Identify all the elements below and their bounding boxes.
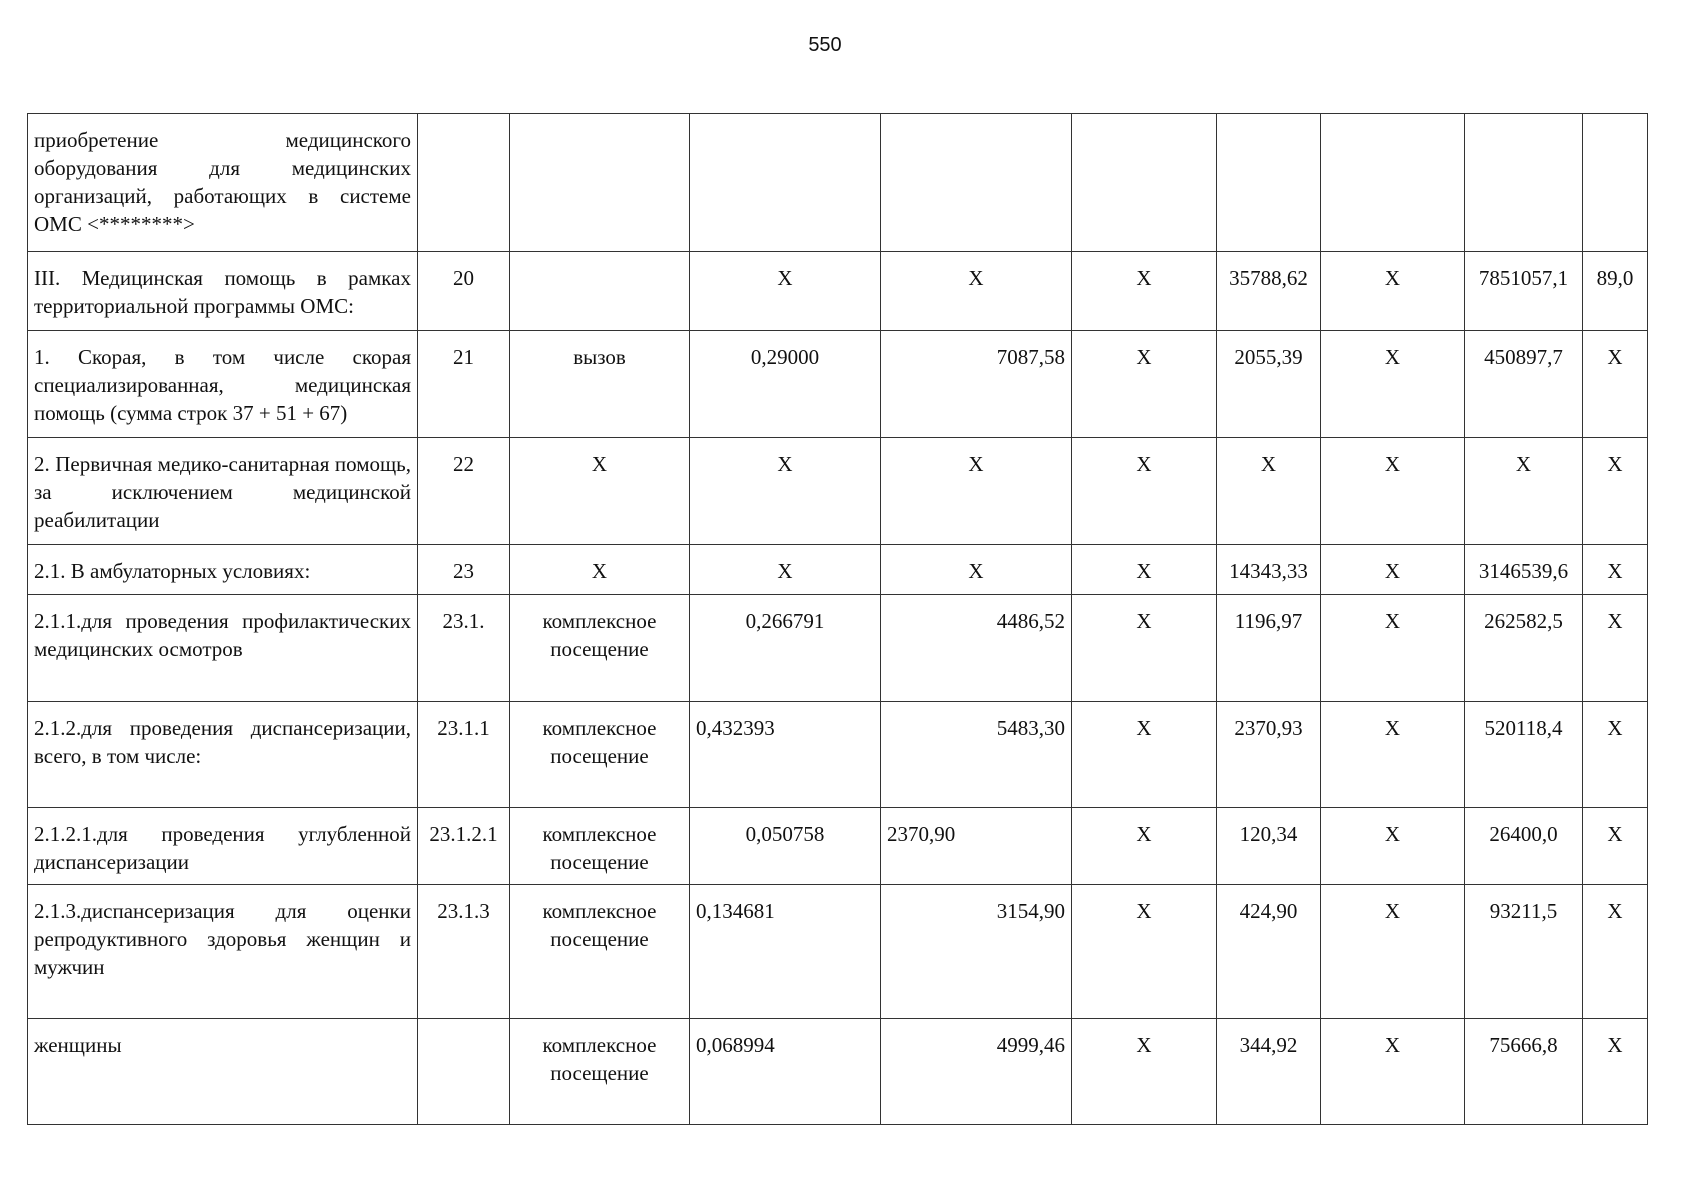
row-col-10: Х: [1583, 885, 1648, 1019]
row-cost: 2370,90: [881, 808, 1072, 885]
row-name: 2.1.2.для проведения диспансеризации, всего, в том числе:: [28, 702, 418, 808]
row-volume: 0,050758: [690, 808, 881, 885]
row-col-10: Х: [1583, 331, 1648, 438]
row-cost: 5483,30: [881, 702, 1072, 808]
row-col-9: 262582,5: [1465, 595, 1583, 702]
row-col-7: 344,92: [1217, 1019, 1321, 1125]
row-col-9: 93211,5: [1465, 885, 1583, 1019]
row-col-6: Х: [1072, 808, 1217, 885]
row-code: 22: [418, 438, 510, 545]
table-row: [28, 545, 1648, 595]
row-cost: [881, 114, 1072, 252]
row-col-9: 7851057,1: [1465, 252, 1583, 331]
row-col-9: 450897,7: [1465, 331, 1583, 438]
table-row: [28, 595, 1648, 702]
table-row: [28, 114, 1648, 252]
row-col-8: [1321, 114, 1465, 252]
row-col-9: 520118,4: [1465, 702, 1583, 808]
row-col-8: Х: [1321, 438, 1465, 545]
row-cost: Х: [881, 545, 1072, 595]
row-col-9: [1465, 114, 1583, 252]
row-cost: 7087,58: [881, 331, 1072, 438]
row-col-6: Х: [1072, 545, 1217, 595]
row-cost: Х: [881, 252, 1072, 331]
row-code: [418, 114, 510, 252]
row-unit: комплексное посещение: [510, 885, 690, 1019]
table-row: [28, 252, 1648, 331]
row-unit: вызов: [510, 331, 690, 438]
row-col-10: Х: [1583, 438, 1648, 545]
row-cost: 4486,52: [881, 595, 1072, 702]
row-code: 20: [418, 252, 510, 331]
row-col-10: Х: [1583, 808, 1648, 885]
row-code: 21: [418, 331, 510, 438]
row-unit: комплексное посещение: [510, 595, 690, 702]
row-code: 23.1.3: [418, 885, 510, 1019]
row-unit: Х: [510, 438, 690, 545]
row-cost: Х: [881, 438, 1072, 545]
row-col-9: 26400,0: [1465, 808, 1583, 885]
row-col-9: 75666,8: [1465, 1019, 1583, 1125]
row-col-6: Х: [1072, 595, 1217, 702]
row-unit: [510, 252, 690, 331]
row-col-8: Х: [1321, 545, 1465, 595]
row-volume: 0,432393: [690, 702, 881, 808]
row-col-10: Х: [1583, 595, 1648, 702]
row-col-7: 14343,33: [1217, 545, 1321, 595]
row-col-9: 3146539,6: [1465, 545, 1583, 595]
row-code: 23: [418, 545, 510, 595]
row-col-7: 120,34: [1217, 808, 1321, 885]
row-name: 1. Скорая, в том числе скорая специализированная, медицинская помощь (сумма строк 37 + 51 + 67): [28, 331, 418, 438]
table-row: [28, 438, 1648, 545]
table-row: [28, 885, 1648, 1019]
row-col-7: 1196,97: [1217, 595, 1321, 702]
row-col-10: 89,0: [1583, 252, 1648, 331]
row-cost: 4999,46: [881, 1019, 1072, 1125]
row-volume: 0,068994: [690, 1019, 881, 1125]
row-col-8: Х: [1321, 252, 1465, 331]
row-name: 2.1.1.для проведения профилактических медицинских осмотров: [28, 595, 418, 702]
row-volume: [690, 114, 881, 252]
row-code: 23.1.: [418, 595, 510, 702]
row-col-7: 35788,62: [1217, 252, 1321, 331]
table-row: [28, 702, 1648, 808]
row-col-7: 2055,39: [1217, 331, 1321, 438]
row-col-8: Х: [1321, 885, 1465, 1019]
row-col-6: Х: [1072, 885, 1217, 1019]
row-col-8: Х: [1321, 595, 1465, 702]
row-unit: комплексное посещение: [510, 702, 690, 808]
row-col-10: Х: [1583, 1019, 1648, 1125]
row-volume: 0,134681: [690, 885, 881, 1019]
row-col-8: Х: [1321, 331, 1465, 438]
row-name: приобретение медицинского оборудования для медицинских организаций, работающих в системе ОМС <********>: [28, 114, 418, 252]
row-name: женщины: [28, 1019, 418, 1125]
row-col-9: Х: [1465, 438, 1583, 545]
row-col-6: [1072, 114, 1217, 252]
row-col-7: 2370,93: [1217, 702, 1321, 808]
row-col-10: [1583, 114, 1648, 252]
row-cost: 3154,90: [881, 885, 1072, 1019]
program-funding-table: [27, 113, 1648, 1125]
page-number: 550: [808, 34, 842, 56]
row-code: 23.1.1: [418, 702, 510, 808]
row-col-8: Х: [1321, 702, 1465, 808]
row-name: 2. Первичная медико-санитарная помощь, за исключением медицинской реабилитации: [28, 438, 418, 545]
row-col-6: Х: [1072, 331, 1217, 438]
row-unit: комплексное посещение: [510, 1019, 690, 1125]
row-col-8: Х: [1321, 1019, 1465, 1125]
row-col-7: Х: [1217, 438, 1321, 545]
row-unit: комплексное посещение: [510, 808, 690, 885]
row-col-6: Х: [1072, 702, 1217, 808]
row-col-10: Х: [1583, 545, 1648, 595]
table-row: [28, 331, 1648, 438]
row-col-7: 424,90: [1217, 885, 1321, 1019]
row-volume: Х: [690, 438, 881, 545]
row-unit: [510, 114, 690, 252]
row-code: [418, 1019, 510, 1125]
row-col-10: Х: [1583, 702, 1648, 808]
row-col-7: [1217, 114, 1321, 252]
row-volume: 0,29000: [690, 331, 881, 438]
row-name: 2.1.3.диспансеризация для оценки репродуктивного здоровья женщин и мужчин: [28, 885, 418, 1019]
table-row: [28, 808, 1648, 885]
row-name: 2.1.2.1.для проведения углубленной диспансеризации: [28, 808, 418, 885]
row-volume: Х: [690, 545, 881, 595]
row-name: III. Медицинская помощь в рамках территориальной программы ОМС:: [28, 252, 418, 331]
table-row: [28, 1019, 1648, 1125]
row-unit: Х: [510, 545, 690, 595]
row-volume: Х: [690, 252, 881, 331]
row-name: 2.1. В амбулаторных условиях:: [28, 545, 418, 595]
row-col-6: Х: [1072, 1019, 1217, 1125]
row-col-8: Х: [1321, 808, 1465, 885]
row-code: 23.1.2.1: [418, 808, 510, 885]
row-col-6: Х: [1072, 252, 1217, 331]
row-col-6: Х: [1072, 438, 1217, 545]
row-volume: 0,266791: [690, 595, 881, 702]
